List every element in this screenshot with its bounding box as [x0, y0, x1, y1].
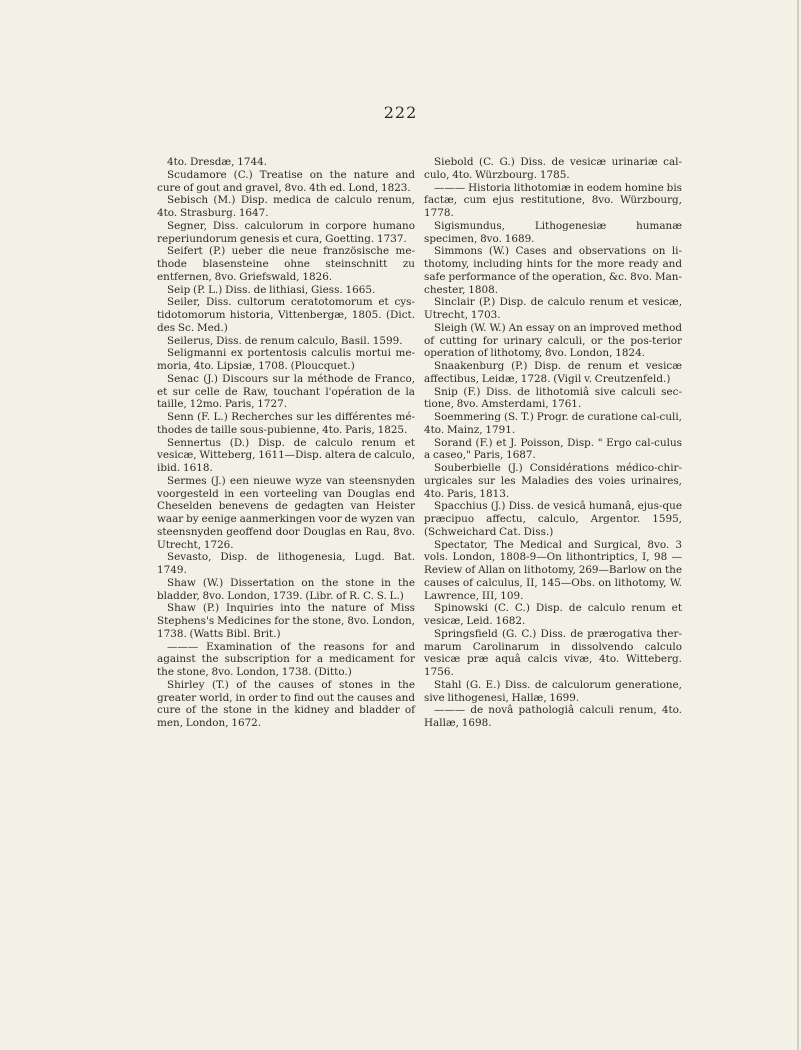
right-column	[424, 156, 682, 730]
bibliography-entry: Senac (J.) Discours sur la méthode de Franco, et sur celle de Raw, touchant l'opération de la taille, 12mo. Paris, 1727.	[157, 372, 415, 411]
bibliography-entry: Sigismundus, Lithogenesiæ humanæ specimen, 8vo. 1689.	[424, 219, 682, 245]
bibliography-entry: Seilerus, Diss. de renum calculo, Basil. 1599.	[167, 334, 403, 347]
bibliography-entry: Sleigh (W. W.) An essay on an improved method of cutting for urinary calculi, or the pos-terior operation of lithotomy, 8vo. London, 1824.	[424, 321, 682, 360]
bibliography-entry: ——— Historia lithotomiæ in eodem homine bis factæ, cum ejus restitutione, 8vo. Würzbourg, 1778.	[424, 181, 682, 219]
bibliography-entry: Seip (P. L.) Diss. de lithiasi, Giess. 1665.	[167, 283, 376, 296]
bibliography-entry: Scudamore (C.) Treatise on the nature and cure of gout and gravel, 8vo. 4th ed. Lond, 1823.	[157, 168, 415, 194]
bibliography-entry: Sebisch (M.) Disp. medica de calculo renum, 4to. Strasburg. 1647.	[157, 194, 415, 219]
bibliography-entry: Souberbielle (J.) Considérations médico-chir-urgicales sur les Maladies des voies urinaires, 4to. Paris, 1813.	[424, 462, 682, 500]
bibliography-entry: Soemmering (S. T.) Progr. de curatione cal-culi, 4to. Mainz, 1791.	[424, 411, 682, 436]
bibliography-entry: Sermes (J.) een nieuwe wyze van steensnyden voorgesteld in een vorteeling van Douglas end Cheselden benevens de gedagten van Heister waar by eenige aanmerkingen voor de wyzen van steensnyden geoffend door Douglas en Rau, 8vo. Utrecht, 1726.	[157, 474, 415, 551]
bibliography-entry: Sorand (F.) et J. Poisson, Disp. " Ergo cal-culus a caseo," Paris, 1687.	[424, 436, 682, 462]
bibliography-entry: Snip (F.) Diss. de lithotomiâ sive calculi sec-tione, 8vo. Amsterdami, 1761.	[424, 385, 682, 411]
bibliography-entry: Siebold (C. G.) Diss. de vesicæ urinariæ cal-culo, 4to. Würzbourg. 1785.	[424, 156, 682, 181]
bibliography-entry: Stahl (G. E.) Diss. de calculorum generatione, sive lithogenesi, Hallæ, 1699.	[424, 678, 682, 704]
bibliography-entry: 4to. Dresdæ, 1744.	[167, 156, 268, 168]
bibliography-entry: Seiler, Diss. cultorum ceratotomorum et cys-tidotomorum historia, Vittenbergæ, 1805. (Dict. des Sc. Med.)	[157, 296, 415, 334]
bibliography-entry: Sinclair (P.) Disp. de calculo renum et vesicæ, Utrecht, 1703.	[424, 296, 682, 321]
bibliography-entry: Spacchius (J.) Diss. de vesicâ humanâ, ejus-que præcipuo affectu, calculo, Argentor. 1595, (Schweichard Cat. Diss.)	[424, 500, 682, 538]
bibliography-entry: Spectator, The Medical and Surgical, 8vo. 3 vols. London, 1808-9—On lithontriptics, I, 98 —Review of Allan on lithotomy, 269—Barlow on the causes of calculus, II, 145—Obs. on lithotomy, W. Lawrence, III, 109.	[424, 538, 682, 602]
bibliography-entry: Shaw (P.) Inquiries into the nature of Miss Stephens's Medicines for the stone, 8vo. London, 1738. (Watts Bibl. Brit.)	[157, 602, 415, 640]
bibliography-entry: Spinowski (C. C.) Disp. de calculo renum et vesicæ, Leid. 1682.	[424, 602, 682, 627]
bibliography-entry: Sevasto, Disp. de lithogenesia, Lugd. Bat. 1749.	[157, 551, 415, 576]
bibliography-entry: Shaw (W.) Dissertation on the stone in the bladder, 8vo. London, 1739. (Libr. of R. C. S. L.)	[157, 576, 415, 602]
bibliography-entry: Seifert (P.) ueber die neue französische me-thode blasensteine ohne steinschnitt zu entfernen, 8vo. Griefswald, 1826.	[157, 245, 415, 283]
bibliography-entry: Shirley (T.) of the causes of stones in the greater world, in order to find out the causes and cure of the stone in the kidney and bladder of men, London, 1672.	[157, 678, 415, 729]
page-edge	[797, 0, 799, 1050]
bibliography-entry: ——— de novâ pathologiâ calculi renum, 4to. Hallæ, 1698.	[424, 704, 682, 729]
page-number: 222	[383, 103, 418, 122]
bibliography-entry: Springsfield (G. C.) Diss. de prærogativa ther-marum Carolinarum in dissolvendo calculo vesicæ præ aquâ calcis vivæ, 4to. Witteberg. 1756.	[424, 627, 682, 678]
bibliography-entry: ——— Examination of the reasons for and against the subscription for a medicament for the stone, 8vo. London, 1738. (Ditto.)	[157, 640, 415, 678]
left-column	[157, 156, 415, 730]
bibliography-entry: Snaakenburg (P.) Disp. de renum et vesicæ affectibus, Leidæ, 1728. (Vigil v. Creutzenfeld.)	[424, 360, 682, 385]
bibliography-entry: Senn (F. L.) Recherches sur les différentes mé-thodes de taille sous-pubienne, 4to. Paris, 1825.	[157, 411, 415, 436]
bibliography-entry: Seligmanni ex portentosis calculis mortui me-moria, 4to. Lipsiæ, 1708. (Ploucquet.)	[157, 347, 415, 372]
bibliography-entry: Simmons (W.) Cases and observations on li-thotomy, including hints for the more ready and safe performance of the operation, &c. 8vo. Man-chester, 1808.	[424, 245, 682, 296]
bibliography-entry: Sennertus (D.) Disp. de calculo renum et vesicæ, Witteberg, 1611—Disp. altera de calculo, ibid. 1618.	[157, 436, 415, 474]
bibliography-entry: Segner, Diss. calculorum in corpore humano reperiundorum genesis et cura, Goetting. 1737.	[157, 219, 415, 245]
